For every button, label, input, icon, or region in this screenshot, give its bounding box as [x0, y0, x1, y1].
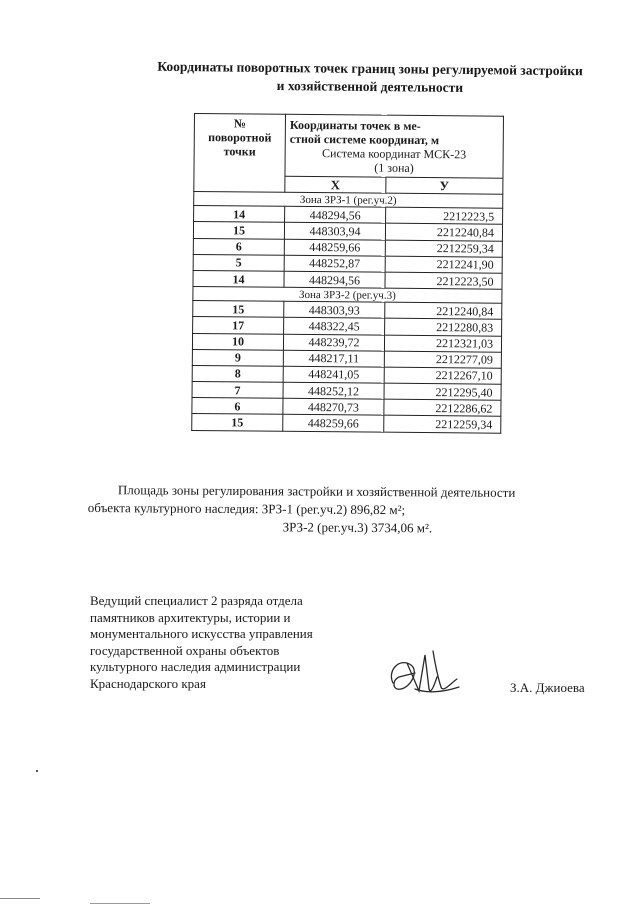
table-header-row — [194, 114, 504, 179]
x-coordinate-cell: 448322,45 — [284, 318, 385, 335]
y-coordinate-cell: 2212267,10 — [384, 367, 501, 384]
coordinate-system-line-1: Система координат МСК-23 — [322, 146, 467, 162]
signer-name: З.А. Джиоева — [510, 680, 585, 695]
x-axis-header: Х — [285, 176, 386, 193]
y-coordinate-cell: 2212259,34 — [384, 416, 501, 433]
point-number-cell: 6 — [192, 398, 283, 415]
y-coordinate-cell: 2212223,50 — [385, 272, 502, 289]
y-coordinate-cell: 2212223,5 — [386, 207, 503, 224]
point-number-cell: 14 — [194, 206, 285, 223]
title-line-1: Координаты поворотных точек границ зоны регулируемой застройки — [157, 58, 583, 79]
scan-edge-line — [90, 903, 150, 904]
area-line-3: ЗРЗ-2 (рег.уч.3) 3734,06 м². — [282, 519, 433, 536]
area-line-2: объекта культурного наследия: ЗРЗ-1 (рег.уч.2) 896,82 м²; — [87, 499, 406, 518]
point-number-cell: 17 — [193, 317, 284, 334]
signer-position: Ведущий специалист 2 разряда отдела памятников архитектуры, истории и монументального искусства управления государственной охраны объектов культурного наследия администрации Краснодарского края — [90, 593, 313, 691]
header-num-line-1: № — [233, 116, 247, 131]
x-coordinate-cell: 448252,12 — [283, 382, 384, 399]
y-coordinate-cell: 2212286,62 — [384, 399, 501, 416]
coordinates-header — [285, 114, 504, 178]
point-number-cell: 8 — [192, 365, 283, 382]
y-coordinate-cell: 2212240,84 — [385, 224, 502, 241]
header-coord-line-2: стной системе координат, м — [289, 131, 440, 148]
x-coordinate-cell: 448303,93 — [284, 301, 385, 318]
scan-edge-line — [0, 898, 40, 899]
y-coordinate-cell: 2212259,34 — [385, 240, 502, 257]
point-number-cell: 15 — [192, 414, 283, 431]
x-coordinate-cell: 448294,56 — [285, 206, 386, 223]
point-number-cell: 15 — [193, 301, 284, 318]
y-coordinate-cell: 2212277,09 — [384, 351, 501, 368]
x-coordinate-cell: 448259,66 — [284, 239, 385, 256]
x-coordinate-cell: 448259,66 — [283, 415, 384, 432]
table-row — [192, 414, 501, 433]
title-line-2: и хозяйственной деятельности — [276, 78, 464, 95]
point-number-cell: 7 — [192, 382, 283, 399]
point-number-cell: 6 — [193, 238, 284, 255]
y-coordinate-cell: 2212241,90 — [385, 256, 502, 273]
x-coordinate-cell: 448239,72 — [283, 334, 384, 351]
y-coordinate-cell: 2212280,83 — [385, 318, 502, 335]
point-number-cell: 9 — [192, 349, 283, 366]
area-line-1: Площадь зоны регулирования застройки и хозяйственной деятельности — [117, 482, 516, 500]
coordinates-table — [191, 113, 504, 433]
point-number-cell: 10 — [192, 333, 283, 350]
point-number-cell: 14 — [193, 270, 284, 287]
header-coord-line-1: Координаты точек в ме- — [289, 117, 421, 133]
y-axis-header: У — [386, 177, 503, 194]
x-coordinate-cell: 448294,56 — [284, 271, 385, 288]
point-number-header — [194, 114, 286, 193]
coordinate-system-line-2: (1 зона) — [374, 160, 414, 175]
y-coordinate-cell: 2212295,40 — [384, 383, 501, 400]
x-coordinate-cell: 448303,94 — [284, 223, 385, 240]
table-body — [192, 192, 503, 433]
header-num-line-3: точки — [223, 144, 256, 159]
y-coordinate-cell: 2212321,03 — [384, 335, 501, 352]
zone-label: Зона ЗРЗ-1 (рег.уч.2) — [194, 192, 503, 209]
y-coordinate-cell: 2212240,84 — [385, 302, 502, 319]
handwritten-signature — [385, 643, 465, 708]
zone-label: Зона ЗРЗ-2 (рег.уч.3) — [193, 287, 502, 304]
document-title — [100, 57, 640, 99]
point-number-cell: 5 — [193, 254, 284, 271]
x-coordinate-cell: 448252,87 — [284, 255, 385, 272]
point-number-cell: 15 — [193, 222, 284, 239]
x-coordinate-cell: 448270,73 — [283, 399, 384, 416]
x-coordinate-cell: 448217,11 — [283, 350, 384, 367]
area-statement — [88, 481, 608, 539]
scan-speck — [36, 770, 38, 772]
header-num-line-2: поворотной — [208, 130, 272, 145]
x-coordinate-cell: 448241,05 — [283, 366, 384, 383]
